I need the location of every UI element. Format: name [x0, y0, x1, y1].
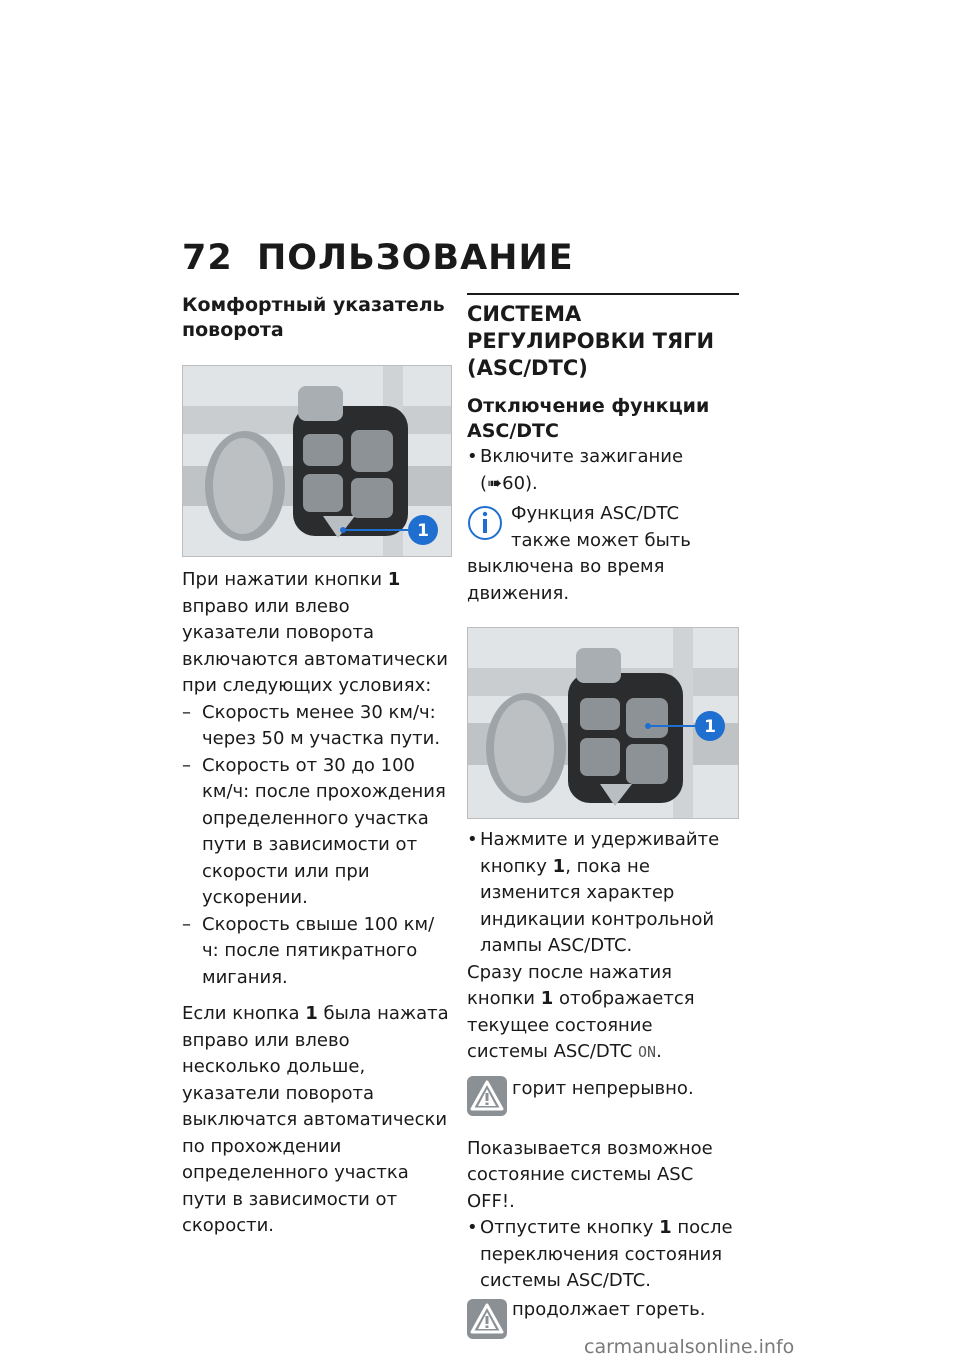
step-ignition: • Включите зажигание (➠60). [467, 446, 684, 494]
page-number: 72 [182, 238, 233, 278]
step-release-button: • Отпустите кнопку 1 после переключения состояния системы ASC/DTC. [467, 1217, 733, 1291]
page-title: ПОЛЬЗОВАНИЕ [257, 238, 574, 278]
condition-item: – Скорость свыше 100 км/ч: после пятикратного мигания. [182, 912, 450, 992]
warning-note-1 [467, 1076, 739, 1122]
condition-item: – Скорость менее 30 км/ч: через 50 м участка пути. [182, 700, 450, 753]
handlebar-switch-image [183, 366, 451, 556]
callout-number: 1 [417, 521, 429, 541]
switch-photo-right [467, 627, 739, 819]
watermark: carmanualsonline.info [584, 1336, 795, 1358]
info-icon [467, 503, 503, 543]
info-text: Функция ASC/DTC также может быть выключена во время движения. [467, 503, 691, 604]
section-title: СИСТЕМА РЕГУЛИРОВКИ ТЯГИ (ASC/DTC) [467, 293, 739, 382]
callout-number: 1 [704, 717, 716, 737]
status-on: ON [638, 1043, 657, 1061]
warning-icon [467, 1299, 507, 1339]
left-subtitle: Комфортный указатель поворота [182, 294, 445, 341]
right-column [467, 293, 739, 1343]
possible-state-text: Показывается возможное состояние системы ASC OFF!. [467, 1137, 713, 1212]
status-text: Сразу после нажатия кнопки 1 отображается текущее состояние системы ASC/DTC ON. [467, 961, 695, 1062]
warning-text-2: продолжает гореть. [512, 1298, 706, 1320]
step-hold-button: • Нажмите и удерживайте кнопку 1, пока не изменится характер индикации контрольной лампы ASC/DTC. [467, 829, 720, 956]
condition-item: – Скорость от 30 до 100 км/ч: после прохождения определенного участка пути в зависимости от скорости или при ускорении. [182, 753, 450, 912]
handlebar-switch-image [468, 628, 738, 818]
info-note [467, 501, 739, 607]
left-column [182, 293, 450, 1240]
arrow-icon: ➠ [487, 472, 503, 494]
warning-text-1: горит непрерывно. [512, 1077, 694, 1099]
left-outro: Если кнопка 1 была нажата вправо или влево несколько дольше, указатели поворота выключатся автоматически по прохождении определенного участка пути в зависимости от скорости. [182, 1003, 449, 1236]
right-subtitle: Отключение функции ASC/DTC [467, 395, 710, 442]
left-intro: При нажатии кнопки 1 вправо или влево указатели поворота включаются автоматически при следующих условиях: [182, 569, 448, 696]
switch-photo-left [182, 365, 452, 557]
page-header [182, 238, 574, 278]
warning-icon [467, 1076, 507, 1116]
conditions-list [182, 700, 450, 992]
